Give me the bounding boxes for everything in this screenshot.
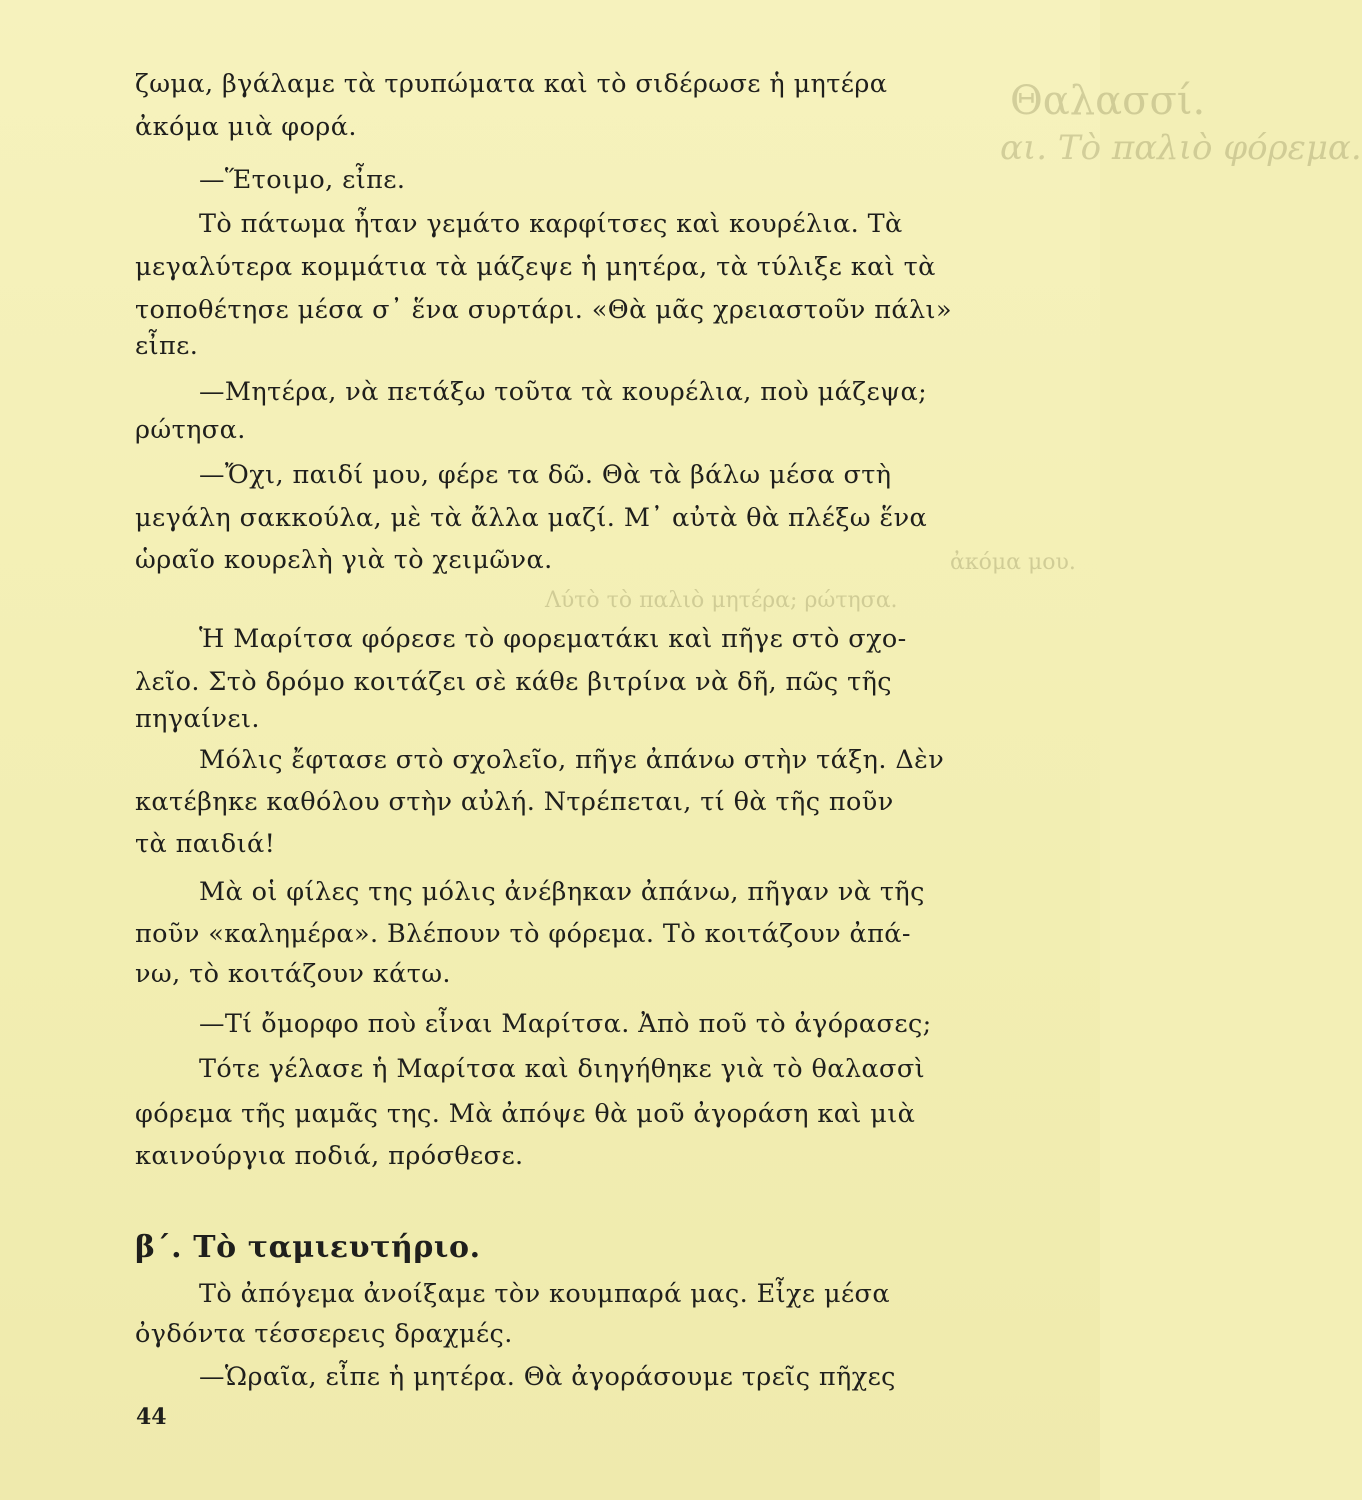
text-line: καινούργια ποδιά, πρόσθεσε.: [135, 1141, 524, 1171]
text-line: Μὰ οἱ φίλες της μόλις ἀνέβηκαν ἀπάνω, πῆγαν νὰ τῆς: [199, 877, 925, 907]
text-line: Τὸ πάτωμα ἦταν γεμάτο καρφίτσες καὶ κουρέλια. Τὰ: [199, 209, 903, 239]
section-heading: β΄. Τὸ ταμιευτήριο.: [135, 1230, 481, 1265]
bleed-through-text: Θαλασσί.: [1010, 78, 1206, 124]
text-line: Τότε γέλασε ἡ Μαρίτσα καὶ διηγήθηκε γιὰ τὸ θαλασσὶ: [199, 1054, 926, 1084]
bleed-through-text: Λύτὸ τὸ παλιὸ μητέρα; ρώτησα.: [545, 588, 898, 613]
text-line: εἶπε.: [135, 331, 199, 361]
text-line: κατέβηκε καθόλου στὴν αὐλή. Ντρέπεται, τί θὰ τῆς ποῦν: [135, 787, 894, 817]
text-line: ζωμα, βγάλαμε τὰ τρυπώματα καὶ τὸ σιδέρωσε ἡ μητέρα: [135, 69, 888, 99]
bleed-through-text: αι. Τὸ παλιὸ φόρεμα.: [1000, 128, 1362, 168]
page-number: 44: [136, 1404, 167, 1430]
text-line: ὀγδόντα τέσσερεις δραχμές.: [135, 1319, 513, 1349]
text-line: λεῖο. Στὸ δρόμο κοιτάζει σὲ κάθε βιτρίνα νὰ δῆ, πῶς τῆς: [135, 667, 892, 697]
text-line: ἀκόμα μιὰ φορά.: [135, 112, 357, 142]
text-line: Ἡ Μαρίτσα φόρεσε τὸ φορεματάκι καὶ πῆγε στὸ σχο-: [199, 624, 907, 654]
text-line: —Μητέρα, νὰ πετάξω τοῦτα τὰ κουρέλια, ποὺ μάζεψα;: [199, 377, 928, 407]
text-line: τοποθέτησε μέσα σ᾿ ἕνα συρτάρι. «Θὰ μᾶς χρειαστοῦν πάλι»: [135, 295, 952, 325]
text-line: μεγαλύτερα κομμάτια τὰ μάζεψε ἡ μητέρα, τὰ τύλιξε καὶ τὰ: [135, 252, 936, 282]
text-line: Τὸ ἀπόγεμα ἀνοίξαμε τὸν κουμπαρά μας. Εἶχε μέσα: [199, 1279, 890, 1309]
text-line: Μόλις ἔφτασε στὸ σχολεῖο, πῆγε ἀπάνω στὴν τάξη. Δὲν: [199, 745, 945, 775]
text-line: νω, τὸ κοιτάζουν κάτω.: [135, 959, 451, 989]
bleed-through-text: ἀκόμα μου.: [950, 550, 1076, 575]
text-line: ρώτησα.: [135, 415, 246, 445]
text-line: τὰ παιδιά!: [135, 829, 276, 859]
text-line: πηγαίνει.: [135, 704, 260, 734]
text-line: μεγάλη σακκούλα, μὲ τὰ ἄλλα μαζί. Μ᾿ αὐτὰ θὰ πλέξω ἕνα: [135, 503, 928, 533]
text-line: ποῦν «καλημέρα». Βλέπουν τὸ φόρεμα. Τὸ κοιτάζουν ἀπά-: [135, 919, 911, 949]
text-line: φόρεμα τῆς μαμᾶς της. Μὰ ἀπόψε θὰ μοῦ ἀγοράση καὶ μιὰ: [135, 1099, 916, 1129]
text-line: ὡραῖο κουρελὴ γιὰ τὸ χειμῶνα.: [135, 545, 553, 575]
text-line: —Ἕτοιμο, εἶπε.: [199, 165, 406, 195]
text-line: —Τί ὄμορφο ποὺ εἶναι Μαρίτσα. Ἀπὸ ποῦ τὸ ἀγόρασες;: [199, 1009, 932, 1039]
text-line: —Ὡραῖα, εἶπε ἡ μητέρα. Θὰ ἀγοράσουμε τρεῖς πῆχες: [199, 1362, 896, 1392]
text-line: —Ὄχι, παιδί μου, φέρε τα δῶ. Θὰ τὰ βάλω μέσα στὴ: [199, 460, 892, 490]
